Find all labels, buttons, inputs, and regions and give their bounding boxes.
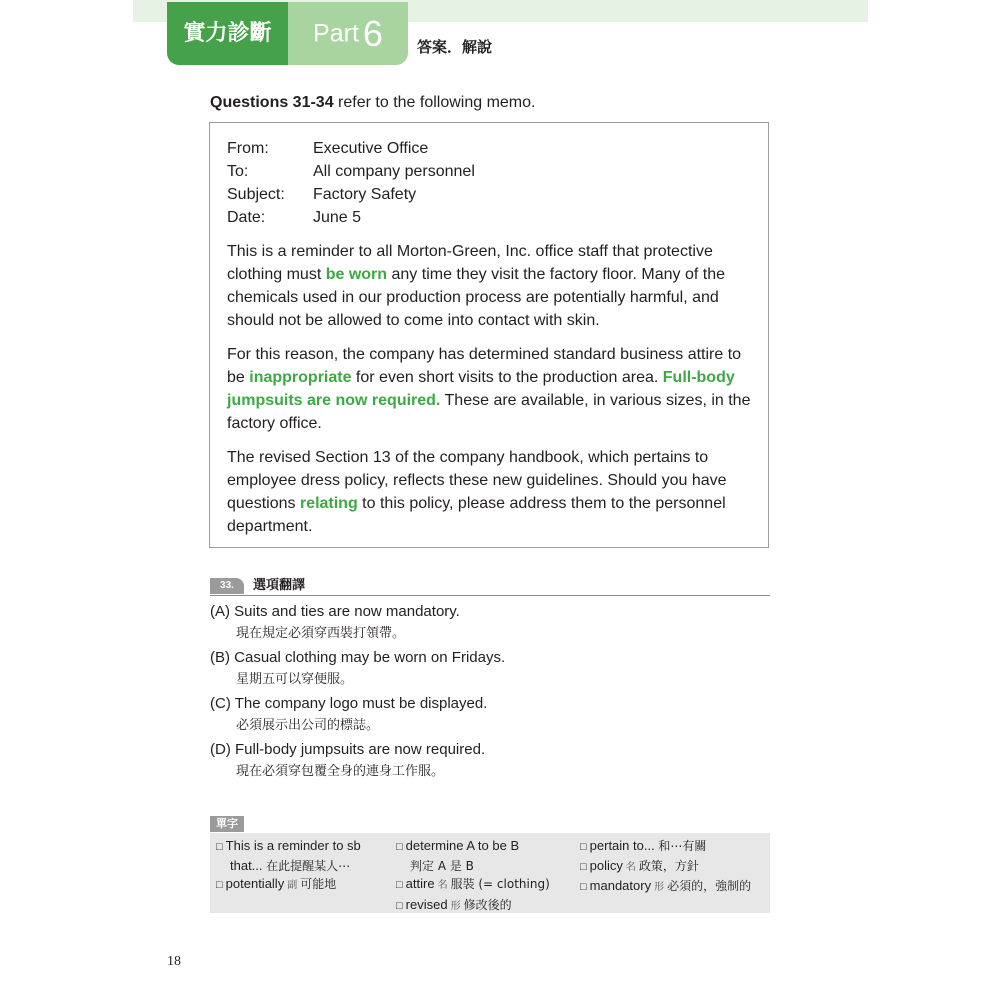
vocab-term-cont: that... bbox=[230, 857, 263, 873]
option-translation-header bbox=[210, 578, 770, 596]
subject-value: Factory Safety bbox=[313, 186, 417, 203]
vocab-definition: 在此提醒某人⋯ bbox=[266, 858, 351, 873]
vocabulary-label: 單字 bbox=[210, 816, 244, 832]
part-of-speech: 名 bbox=[437, 880, 448, 891]
p1-text-1: This is a reminder to all Morton-Green, Inc. office staff that protective clothing must bbox=[227, 243, 713, 283]
option-translation-title: 選項翻譯 bbox=[253, 578, 306, 593]
memo-paragraph-1 bbox=[227, 240, 751, 332]
option-c-english: (C) The company logo must be displayed. bbox=[210, 695, 488, 712]
highlight-relating: relating bbox=[299, 495, 358, 512]
p1-text-2: any time they visit the factory floor. Many of the chemicals used in our production process are potentially harmful, and should not be allowed to come into contact with skin. bbox=[227, 266, 725, 329]
date-value: June 5 bbox=[313, 209, 362, 226]
vocab-column-2 bbox=[396, 837, 550, 916]
to-value: All company personnel bbox=[313, 163, 475, 180]
checkbox-icon: □ bbox=[216, 841, 223, 853]
vocab-item-pertain bbox=[580, 837, 751, 857]
option-d-chinese: 現在必須穿包覆全身的連身工作服。 bbox=[236, 764, 445, 779]
p3-text-1: The revised Section 13 of the company handbook, which pertains to employee dress policy, reflects these new guidelines. Should you have questions bbox=[227, 449, 727, 512]
vocab-definition: 和⋯有關 bbox=[658, 839, 707, 853]
from-value: Executive Office bbox=[313, 140, 429, 157]
vocabulary-box bbox=[210, 833, 770, 913]
vocab-term: determine A to be B bbox=[405, 838, 520, 853]
vocab-item-determine bbox=[396, 837, 550, 857]
checkbox-icon: □ bbox=[396, 879, 403, 891]
memo-subject-row bbox=[227, 183, 751, 206]
part-word: Part bbox=[313, 19, 359, 48]
vocab-item-mandatory bbox=[580, 877, 751, 898]
vocab-term: policy bbox=[589, 857, 623, 873]
vocab-item-potentially bbox=[216, 875, 361, 896]
subject-label: Subject: bbox=[227, 186, 285, 203]
p3-text-2: to this policy, please address them to the personnel department. bbox=[227, 495, 726, 535]
vocab-term: This is a reminder to sb bbox=[225, 838, 361, 853]
vocab-column-1 bbox=[216, 837, 361, 896]
memo-to-row bbox=[227, 160, 751, 183]
to-label: To: bbox=[227, 163, 249, 180]
vocab-definition: 可能地 bbox=[300, 877, 337, 891]
part-of-speech: 形 bbox=[654, 882, 665, 893]
highlight-inappropriate: inappropriate bbox=[249, 369, 352, 386]
vocab-term: pertain to... bbox=[589, 838, 655, 853]
memo-date-row bbox=[227, 206, 751, 229]
part-of-speech: 副 bbox=[287, 880, 298, 891]
option-d-english: (D) Full-body jumpsuits are now required. bbox=[210, 741, 486, 758]
memo-paragraph-3 bbox=[227, 446, 751, 538]
from-label: From: bbox=[227, 140, 269, 157]
checkbox-icon: □ bbox=[216, 879, 223, 891]
section-label: 實力診斷 bbox=[167, 2, 288, 65]
part-of-speech: 名 bbox=[625, 861, 636, 873]
checkbox-icon: □ bbox=[396, 841, 403, 853]
option-b-english: (B) Casual clothing may be worn on Fridays. bbox=[210, 649, 506, 666]
memo-paragraph-2 bbox=[227, 343, 751, 435]
vocab-term: attire bbox=[405, 876, 435, 891]
vocab-definition: 必須的，強制的 bbox=[667, 879, 752, 893]
checkbox-icon: □ bbox=[580, 881, 587, 893]
option-list bbox=[210, 601, 505, 785]
highlight-jumpsuits: Full-body jumpsuits are now required. bbox=[227, 369, 735, 409]
questions-intro bbox=[210, 94, 535, 112]
part-number: 6 bbox=[362, 13, 383, 55]
intro-text: refer to the following memo. bbox=[333, 94, 536, 111]
answer-explanation-title: 答案．解說 bbox=[417, 38, 493, 56]
option-b-chinese: 星期五可以穿便服。 bbox=[236, 672, 354, 687]
checkbox-icon: □ bbox=[580, 860, 587, 873]
vocab-item-reminder bbox=[216, 837, 361, 857]
date-label: Date: bbox=[227, 209, 266, 226]
memo-box bbox=[209, 122, 769, 548]
vocab-definition: 政策，方針 bbox=[638, 858, 699, 873]
vocab-definition: 服裝 (= clothing) bbox=[450, 877, 550, 891]
checkbox-icon: □ bbox=[580, 841, 587, 853]
p2-text-3: These are available, in various sizes, in the factory office. bbox=[227, 392, 751, 432]
p2-text-2: for even short visits to the production area. bbox=[351, 369, 663, 386]
vocab-item-attire bbox=[396, 875, 550, 896]
part-label bbox=[288, 2, 408, 65]
part-of-speech: 形 bbox=[450, 900, 461, 912]
option-c-chinese: 必須展示出公司的標誌。 bbox=[236, 718, 380, 733]
vocab-item-policy bbox=[580, 857, 751, 878]
memo-from-row bbox=[227, 137, 751, 160]
highlight-be-worn: be worn bbox=[325, 266, 388, 283]
vocab-item-revised bbox=[396, 896, 550, 917]
vocab-term: mandatory bbox=[589, 878, 652, 893]
question-range: Questions 31-34 bbox=[210, 94, 334, 111]
page-number: 18 bbox=[167, 954, 181, 969]
question-number-badge: 33. bbox=[210, 578, 244, 594]
p2-text-1: For this reason, the company has determined standard business attire to be bbox=[227, 346, 742, 386]
vocab-column-3 bbox=[580, 837, 751, 898]
vocab-item-reminder-cont bbox=[216, 857, 361, 876]
vocab-definition: 修改後的 bbox=[463, 897, 512, 912]
vocab-term: revised bbox=[405, 896, 448, 912]
checkbox-icon: □ bbox=[396, 899, 403, 912]
vocab-term: potentially bbox=[225, 876, 285, 891]
vocab-item-determine-cont: 判定 A 是 B bbox=[410, 858, 474, 873]
option-a-english: (A) Suits and ties are now mandatory. bbox=[210, 603, 460, 620]
option-a-chinese: 現在規定必須穿西裝打領帶。 bbox=[236, 626, 406, 641]
